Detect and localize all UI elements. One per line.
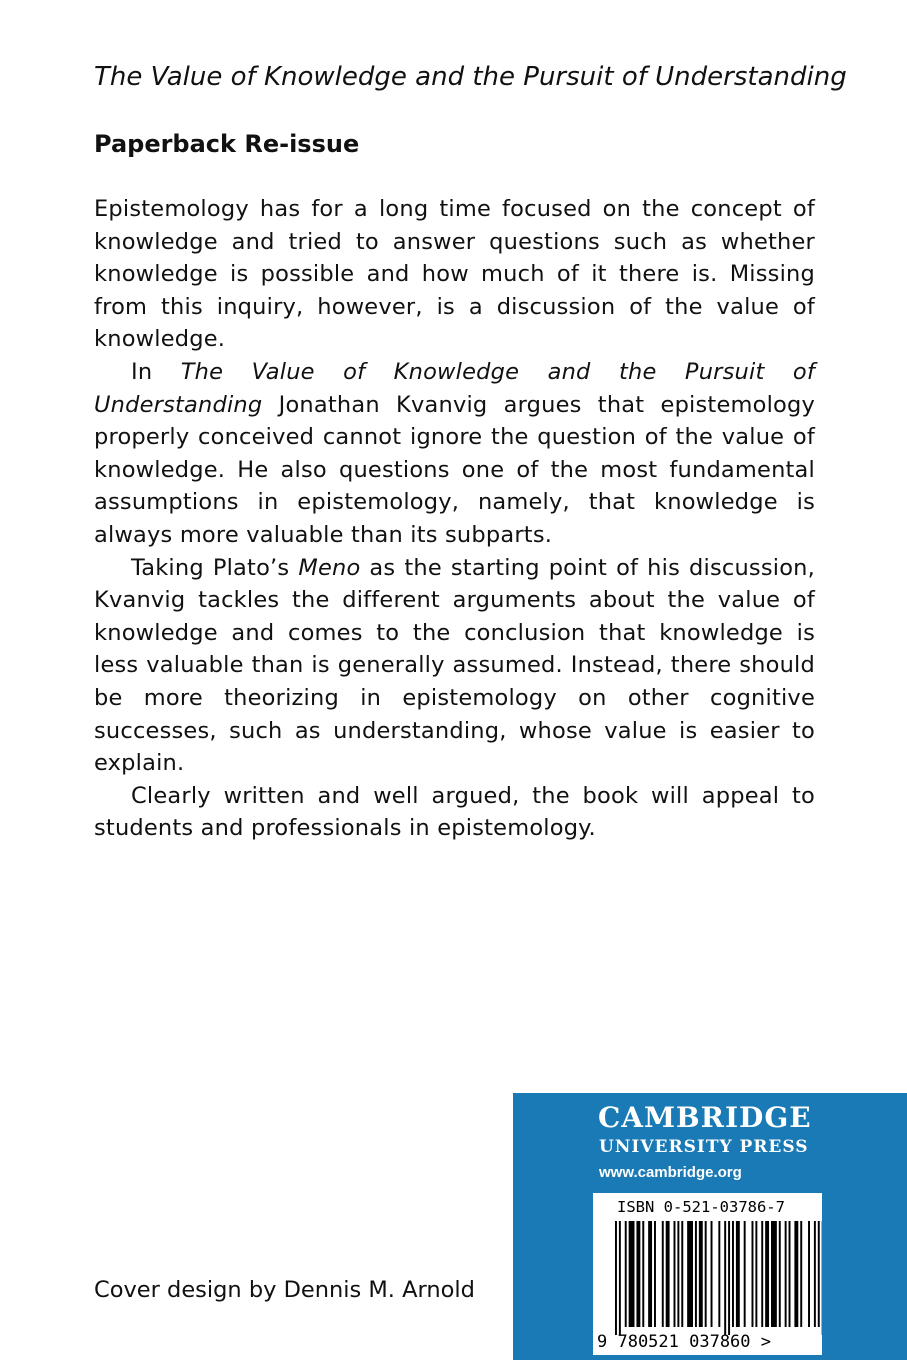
- book-title-inline: The Value of Knowledge and the Pursuit of Understanding: [94, 358, 815, 418]
- barcode-box: [593, 1193, 822, 1355]
- ean-digits: 9 780521 037860 >: [597, 1332, 771, 1352]
- blurb-paragraph-4: Clearly written and well argued, the book will appeal to students and professionals in epistemology.: [94, 782, 815, 842]
- cover-design-credit: Cover design by Dennis M. Arnold: [94, 1277, 475, 1303]
- blurb-paragraph-1: Epistemology has for a long time focused on the concept of knowledge and tried to answer questions such as whether knowledge is possible and how much of it there is. Missing from this inquiry, however, is a discussion of the value of knowledge.: [94, 196, 815, 353]
- publisher-subname: UNIVERSITY PRESS: [599, 1137, 809, 1157]
- blurb-text: [94, 193, 815, 845]
- blurb-paragraph-3: Taking Plato’s Meno as the starting point of his discussion, Kvanvig tackles the different arguments about the value of knowledge and comes to the conclusion that knowledge is less valuable than is generally assumed. Instead, there should be more theorizing in epistemology on other cognitive successes, such as understanding, whose value is easier to explain.: [94, 554, 815, 777]
- edition-label: Paperback Re-issue: [94, 130, 360, 158]
- publisher-url: www.cambridge.org: [599, 1164, 742, 1181]
- publisher-name: CAMBRIDGE: [598, 1101, 812, 1134]
- isbn-label: ISBN 0-521-03786-7: [617, 1198, 785, 1216]
- meno-title-inline: Meno: [298, 554, 361, 581]
- blurb-paragraph-2: In The Value of Knowledge and the Pursuit of Understanding Jonathan Kvanvig argues that epistemology properly conceived cannot ignore the question of the value of knowledge. He also questions one of the most fundamental assumptions in epistemology, namely, that knowledge is always more valuable than its subparts.: [94, 358, 815, 548]
- series-title: The Value of Knowledge and the Pursuit of Understanding: [94, 62, 847, 92]
- publisher-panel: [513, 1093, 907, 1360]
